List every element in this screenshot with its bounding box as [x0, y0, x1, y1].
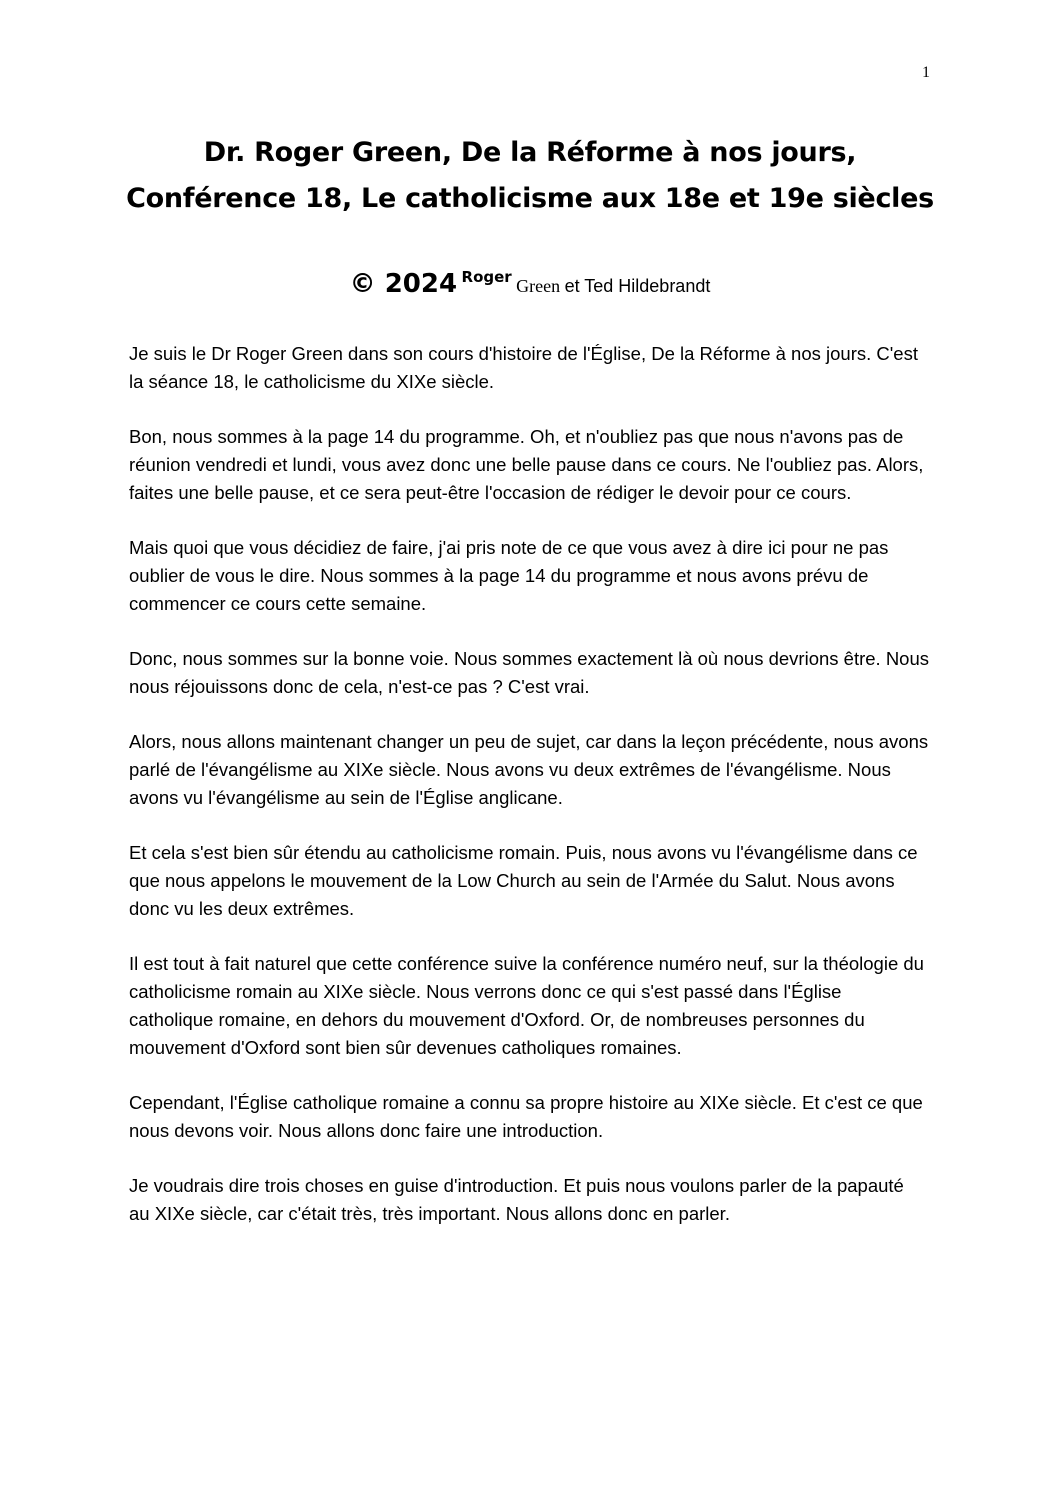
- paragraph: Mais quoi que vous décidiez de faire, j'ai pris note de ce que vous avez à dire ici pour ne pas oublier de vous le dire. Nous sommes à la page 14 du programme et nous avons prévu de commencer ce cours cette semaine.: [129, 537, 889, 614]
- page-number: 1: [922, 64, 930, 81]
- copyright-line: [120, 268, 940, 299]
- paragraph: Il est tout à fait naturel que cette conférence suive la conférence numéro neuf, sur la théologie du catholicisme romain au XIXe siècle. Nous verrons donc ce qui s'est passé dans l'Église catholique romaine, en dehors du mouvement d'Oxford. Or, de nombreuses personnes du mouvement d'Oxford sont bien sûr devenues catholiques romaines.: [129, 953, 924, 1058]
- paragraph: Bon, nous sommes à la page 14 du programme. Oh, et n'oubliez pas que nous n'avons pas de réunion vendredi et lundi, vous avez donc une belle pause dans ce cours. Ne l'oubliez pas. Alors, faites une belle pause, et ce sera peut-être l'occasion de rédiger le devoir pour ce cours.: [129, 426, 924, 503]
- paragraph: Alors, nous allons maintenant changer un peu de sujet, car dans la leçon précédente, nous avons parlé de l'évangélisme au XIXe siècle. Nous avons vu deux extrêmes de l'évangélisme. Nous avons vu l'évangélisme au sein de l'Église anglicane.: [129, 731, 929, 808]
- copyright-year: © 2024: [349, 269, 458, 299]
- document-title: Dr. Roger Green, De la Réforme à nos jours, Conférence 18, Le catholicisme aux 18e et 19e siècles: [126, 137, 934, 214]
- paragraph: Je suis le Dr Roger Green dans son cours d'histoire de l'Église, De la Réforme à nos jours. C'est la séance 18, le catholicisme du XIXe siècle.: [129, 343, 918, 392]
- copyright-first-name: Roger: [461, 268, 512, 286]
- paragraph: Et cela s'est bien sûr étendu au catholicisme romain. Puis, nous avons vu l'évangélisme dans ce que nous appelons le mouvement de la Low Church au sein de l'Armée du Salut. Nous avons donc vu les deux extrêmes.: [129, 842, 918, 919]
- paragraph: Je voudrais dire trois choses en guise d'introduction. Et puis nous voulons parler de la papauté au XIXe siècle, car c'était très, très important. Nous allons donc en parler.: [129, 1175, 904, 1224]
- paragraph: Donc, nous sommes sur la bonne voie. Nous sommes exactement là où nous devrions être. Nous nous réjouissons donc de cela, n'est-ce pas ? C'est vrai.: [129, 648, 930, 697]
- copyright-rest: et Ted Hildebrandt: [564, 276, 711, 296]
- transcript-body: [129, 340, 929, 1255]
- copyright-last-name: Green: [516, 276, 561, 296]
- paragraph: Cependant, l'Église catholique romaine a connu sa propre histoire au XIXe siècle. Et c'est ce que nous devons voir. Nous allons donc faire une introduction.: [129, 1092, 923, 1141]
